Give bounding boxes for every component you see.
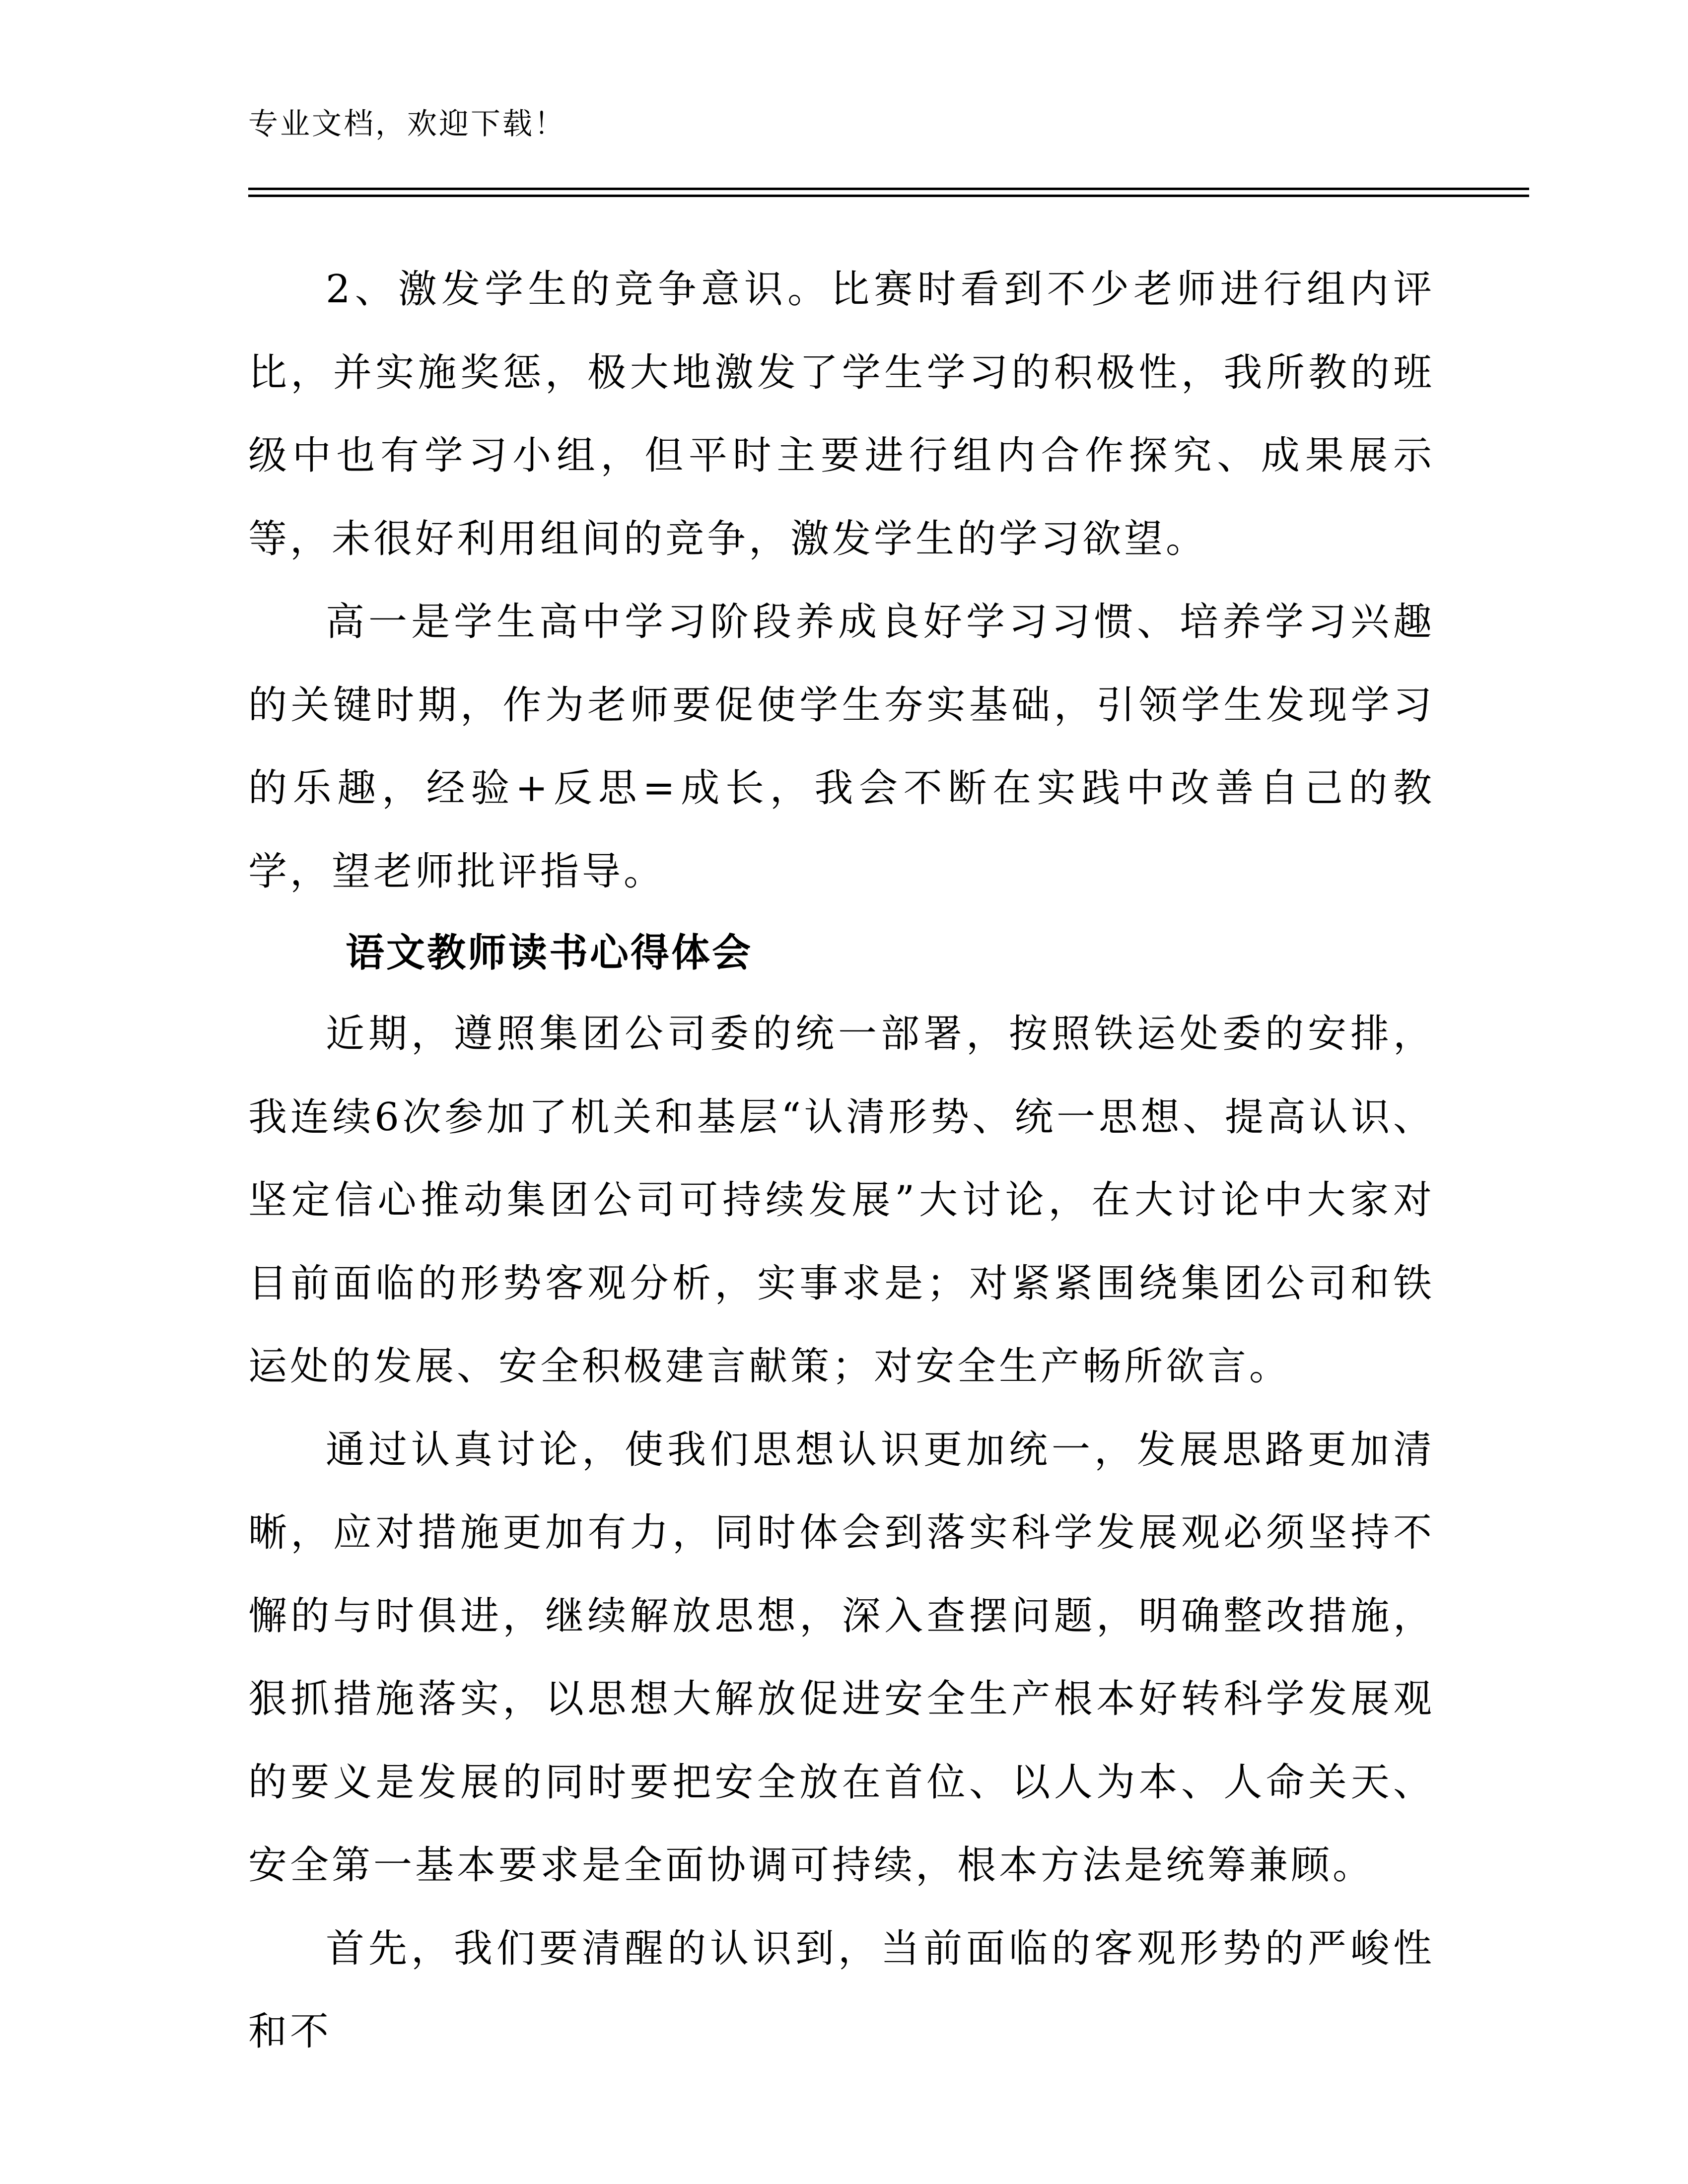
page-header: 专业文档，欢迎下载！ bbox=[248, 107, 566, 141]
section-title: 语文教师读书心得体会 bbox=[346, 931, 753, 975]
paragraph: 2、激发学生的竞争意识。比赛时看到不少老师进行组内评比，并实施奖惩，极大地激发了学生学习的积极性，我所教的班级中也有学习小组，但平时主要进行组内合作探究、成果展示等，未很好利用组间的竞争，激发学生的学习欲望。 bbox=[248, 267, 1435, 561]
paragraph: 高一是学生高中学习阶段养成良好学习习惯、培养学习兴趣的关键时期，作为老师要促使学生夯实基础，引领学生发现学习的乐趣，经验+反思=成长，我会不断在实践中改善自己的教学，望老师批评指导。 bbox=[248, 600, 1435, 894]
header-rule-bottom bbox=[248, 195, 1529, 197]
document-body bbox=[248, 248, 1435, 2074]
paragraph: 首先，我们要清醒的认识到，当前面临的客观形势的严峻性和不 bbox=[248, 1926, 1435, 2054]
paragraph: 通过认真讨论，使我们思想认识更加统一，发展思路更加清晰，应对措施更加有力，同时体会到落实科学发展观必须坚持不懈的与时俱进，继续解放思想，深入查摆问题，明确整改措施，狠抓措施落实，以思想大解放促进安全生产根本好转科学发展观的要义是发展的同时要把安全放在首位、以人为本、人命关天、安全第一基本要求是全面协调可持续，根本方法是统筹兼顾。 bbox=[248, 1427, 1435, 1888]
paragraph: 近期，遵照集团公司委的统一部署，按照铁运处委的安排，我连续6次参加了机关和基层“认清形势、统一思想、提高认识、坚定信心推动集团公司可持续发展”大讨论，在大讨论中大家对目前面临的形势客观分析，实事求是；对紧紧围绕集团公司和铁运处的发展、安全积极建言献策；对安全生产畅所欲言。 bbox=[248, 1012, 1435, 1389]
header-rule-top bbox=[248, 188, 1529, 190]
